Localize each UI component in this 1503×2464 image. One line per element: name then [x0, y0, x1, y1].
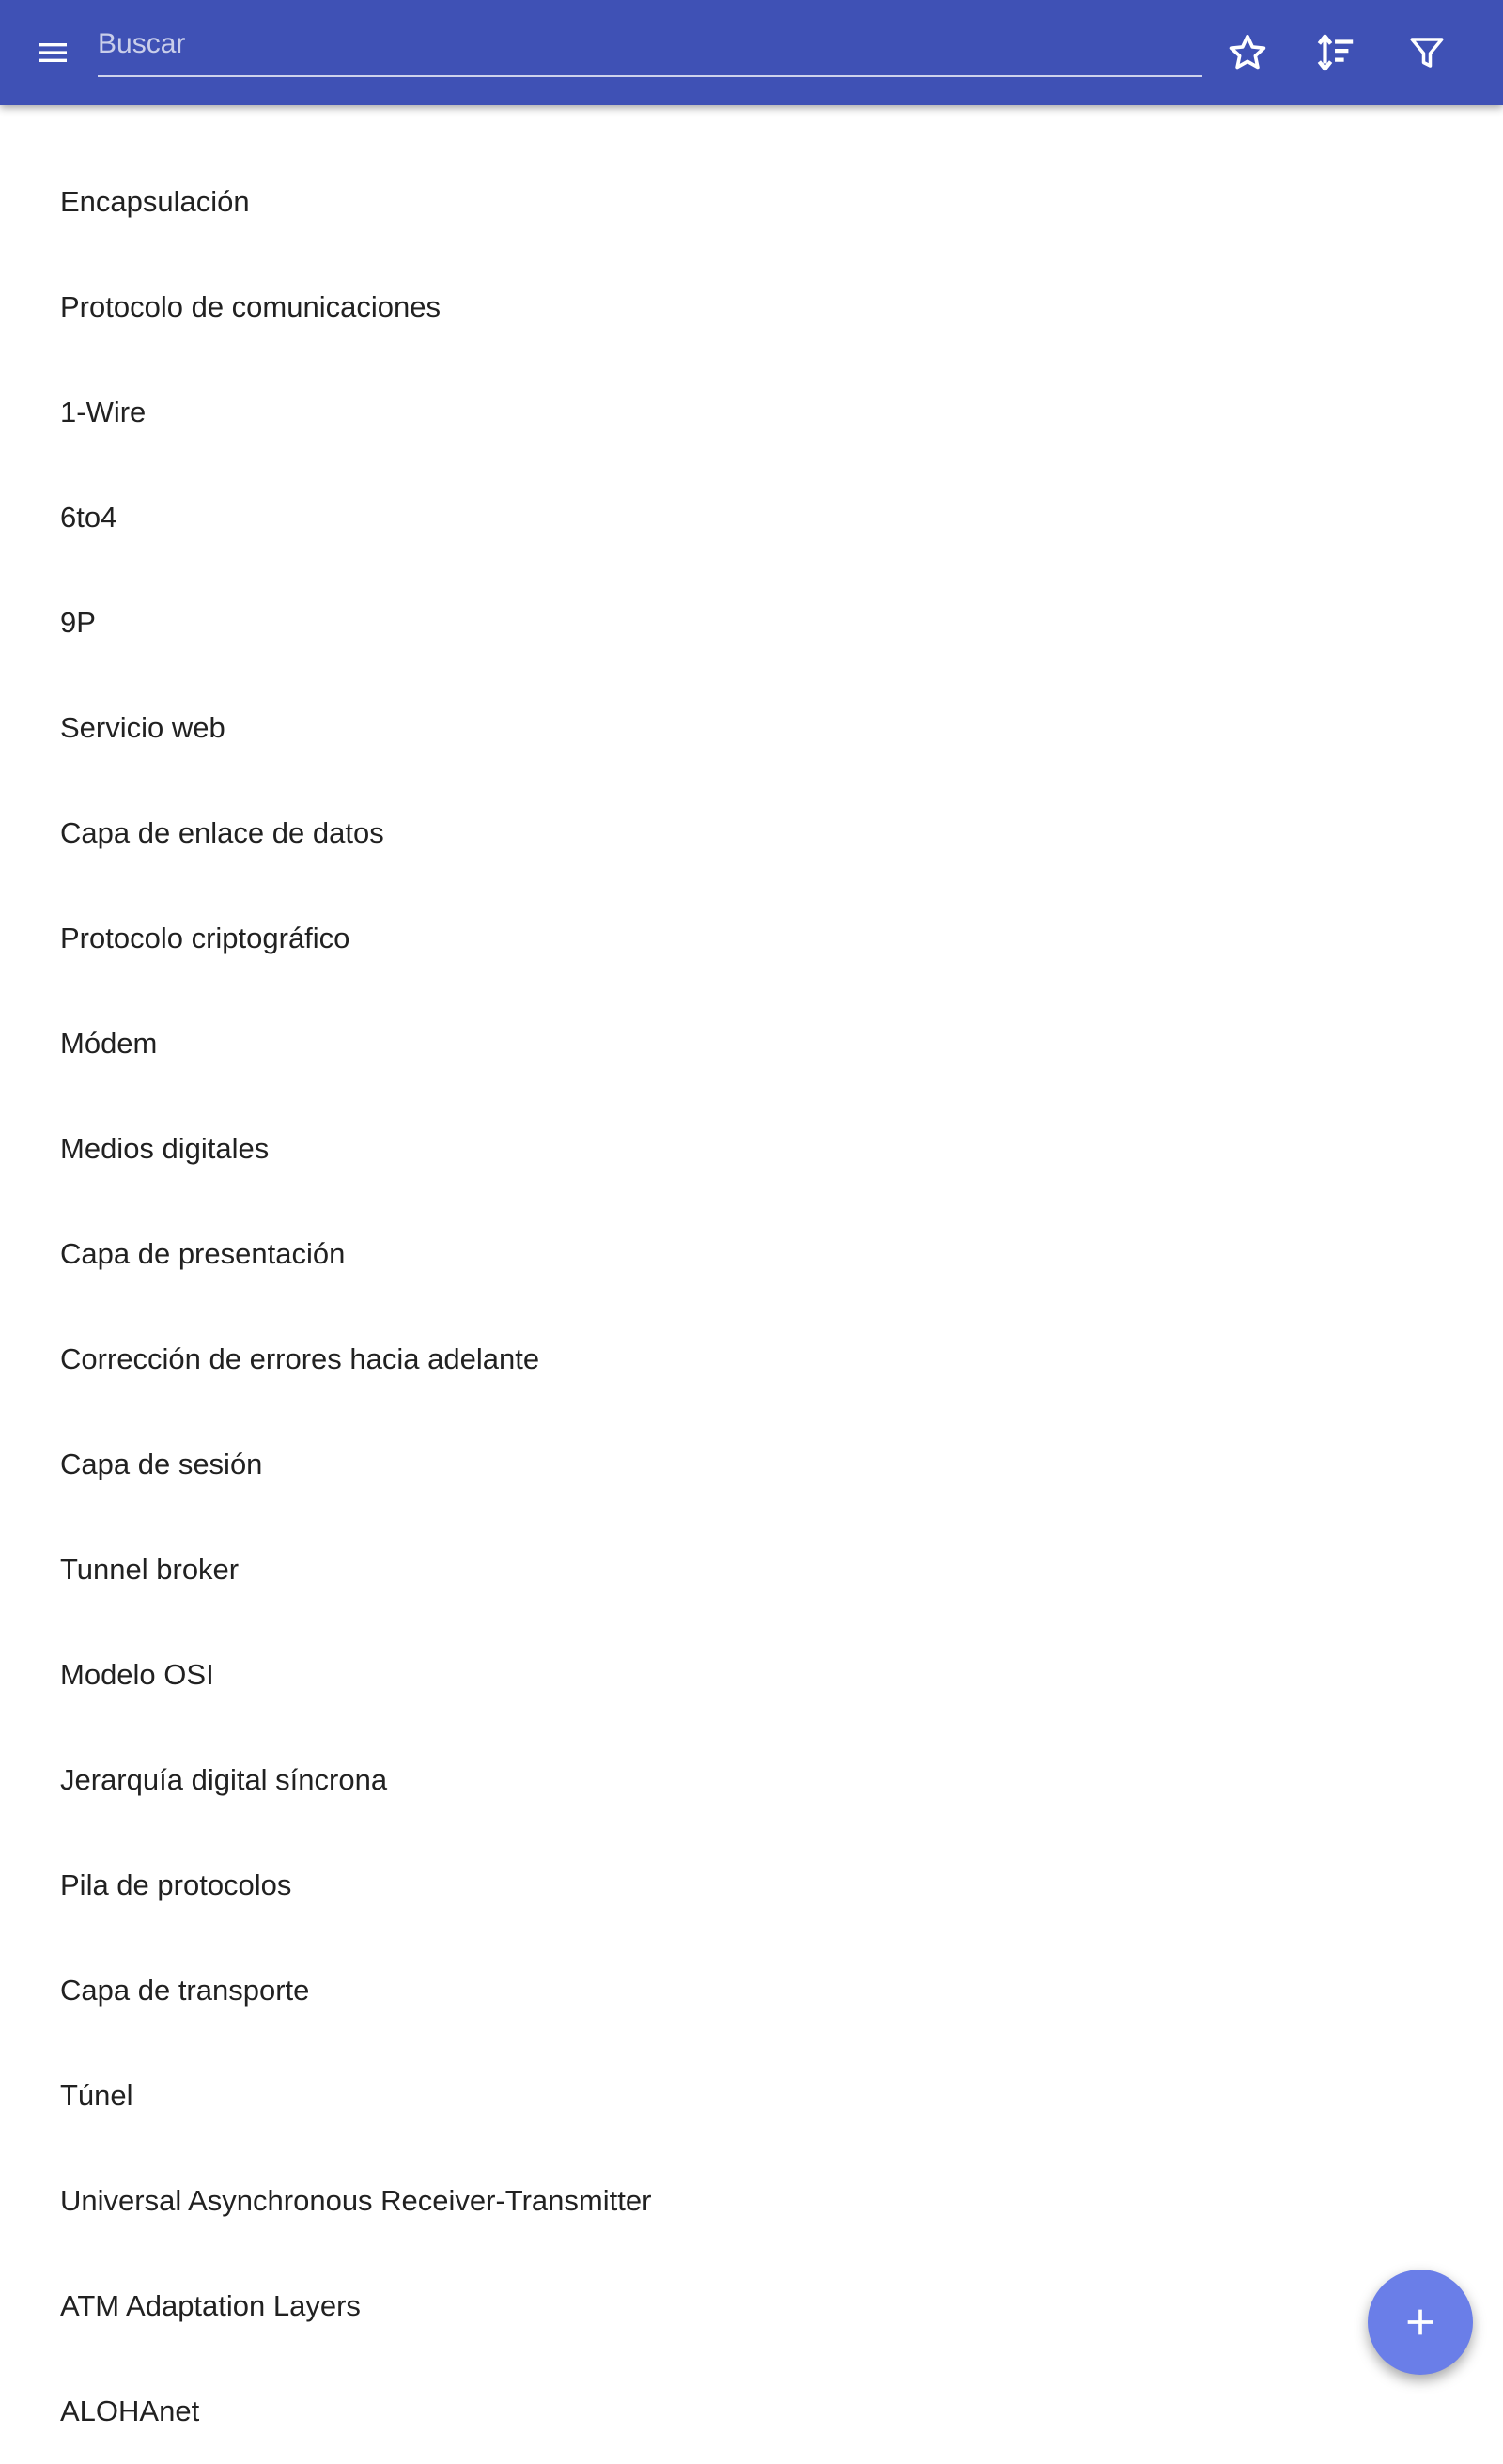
list-item[interactable]: 1-Wire [60, 395, 147, 428]
search-field [98, 21, 1202, 77]
filter-icon [1407, 33, 1447, 72]
filter-button[interactable] [1397, 23, 1457, 83]
list-item[interactable]: Protocolo de comunicaciones [60, 290, 441, 323]
search-input[interactable] [98, 21, 1202, 68]
list-item[interactable]: Encapsulación [60, 185, 250, 218]
list-item[interactable]: Protocolo criptográfico [60, 922, 350, 954]
add-button[interactable] [1368, 2270, 1473, 2375]
list-item[interactable]: Capa de transporte [60, 1974, 310, 2007]
list-item[interactable]: Modelo OSI [60, 1658, 214, 1691]
sort-button[interactable] [1306, 23, 1366, 83]
list-item[interactable]: 6to4 [60, 501, 117, 534]
list-item[interactable]: Medios digitales [60, 1132, 270, 1165]
menu-icon [34, 34, 71, 71]
list-item[interactable]: Módem [60, 1027, 158, 1060]
sort-icon [1314, 31, 1357, 74]
list-item[interactable]: Corrección de errores hacia adelante [60, 1342, 540, 1375]
list-item[interactable]: Jerarquía digital síncrona [60, 1763, 388, 1796]
list-item[interactable]: 9P [60, 606, 96, 639]
list-item[interactable]: Capa de enlace de datos [60, 816, 384, 849]
app-bar [0, 0, 1503, 105]
favorites-button[interactable] [1217, 23, 1278, 83]
list-item[interactable]: Servicio web [60, 711, 225, 744]
star-outline-icon [1227, 32, 1268, 73]
plus-icon [1402, 2303, 1439, 2341]
list-item[interactable]: Tunnel broker [60, 1553, 240, 1586]
list-item[interactable]: Capa de sesión [60, 1448, 263, 1480]
list-item[interactable]: Universal Asynchronous Receiver-Transmitter [60, 2184, 652, 2217]
list-item[interactable]: ATM Adaptation Layers [60, 2289, 361, 2322]
list-item[interactable]: ALOHAnet [60, 2394, 200, 2427]
list-item[interactable]: Capa de presentación [60, 1237, 346, 1270]
topic-list [0, 105, 1503, 2464]
list-item[interactable]: Túnel [60, 2079, 133, 2112]
menu-button[interactable] [24, 26, 81, 79]
list-item[interactable]: Pila de protocolos [60, 1868, 292, 1901]
